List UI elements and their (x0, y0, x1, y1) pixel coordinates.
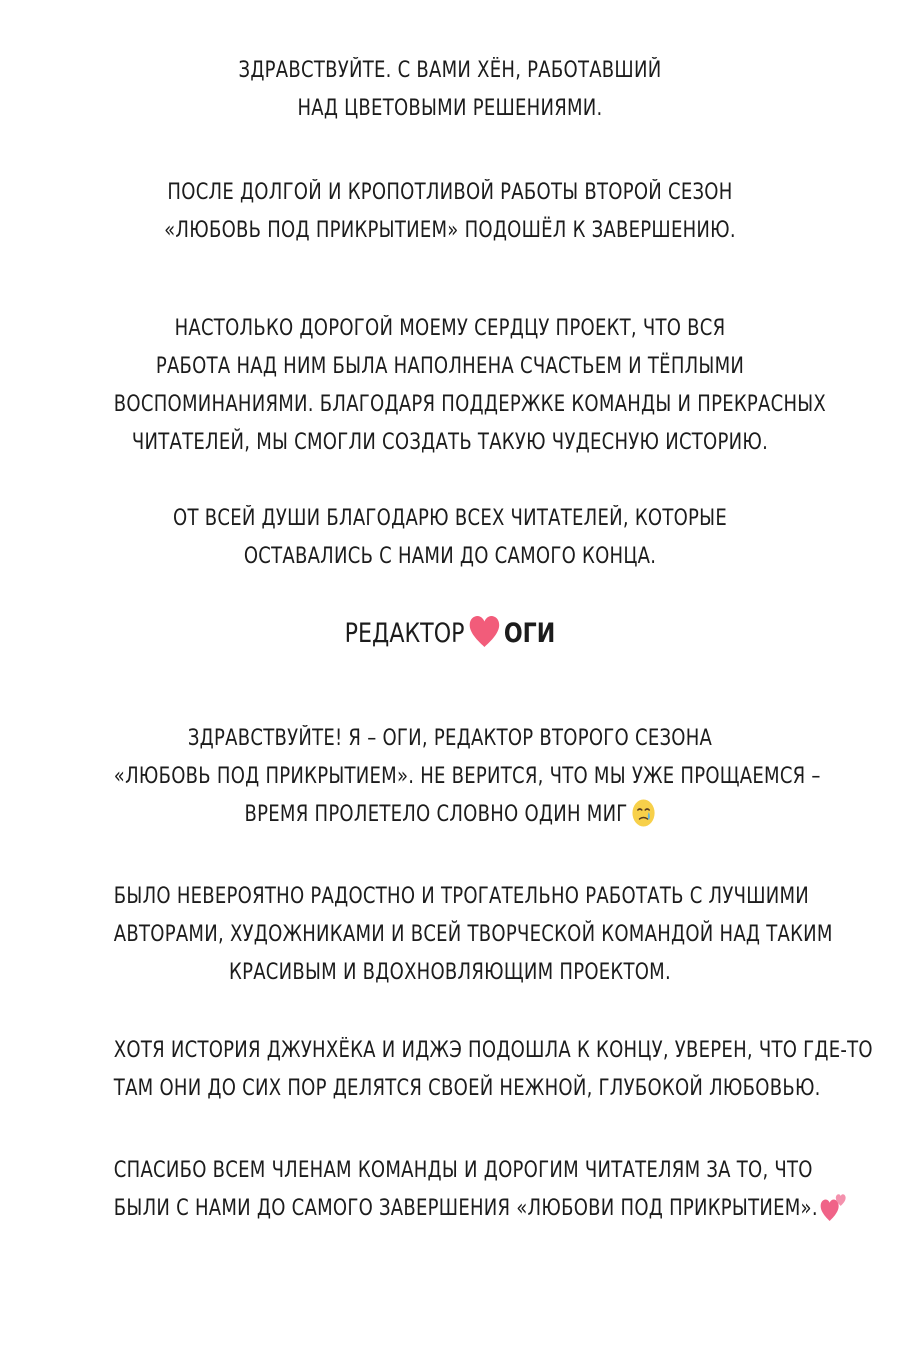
editor-role: РЕДАКТОР (344, 618, 465, 649)
text-line: ВОСПОМИНАНИЯМИ. БЛАГОДАРЯ ПОДДЕРЖКЕ КОМАНДЫ И ПРЕКРАСНЫХ (113, 392, 827, 417)
editor-name: ОГИ (503, 618, 556, 649)
text-line: ЧИТАТЕЛЕЙ, МЫ СМОГЛИ СОЗДАТЬ ТАКУЮ ЧУДЕСНУЮ ИСТОРИЮ. (131, 430, 769, 455)
editor-team-joy (113, 878, 833, 992)
text-line: НАСТОЛЬКО ДОРОГОЙ МОЕМУ СЕРДЦУ ПРОЕКТ, ЧТО ВСЯ (174, 316, 726, 341)
colorist-greeting (114, 52, 786, 128)
editor-thanks (113, 1152, 818, 1228)
colorist-memories (113, 310, 827, 462)
editor-story-end (113, 1032, 873, 1108)
text-line-with-emoji (114, 796, 786, 834)
text-line: АВТОРАМИ, ХУДОЖНИКАМИ И ВСЕЙ ТВОРЧЕСКОЙ КОМАНДОЙ НАД ТАКИМ (113, 922, 833, 947)
text-line: «ЛЮБОВЬ ПОД ПРИКРЫТИЕМ». НЕ ВЕРИТСЯ, ЧТО МЫ УЖЕ ПРОЩАЕМСЯ – (113, 764, 821, 789)
editor-heading (114, 614, 786, 654)
text-line: КРАСИВЫМ И ВДОХНОВЛЯЮЩИМ ПРОЕКТОМ. (229, 960, 671, 985)
crying-face-icon (631, 798, 656, 828)
text-line: ПОСЛЕ ДОЛГОЙ И КРОПОТЛИВОЙ РАБОТЫ ВТОРОЙ СЕЗОН (167, 180, 733, 205)
text-line: СПАСИБО ВСЕМ ЧЛЕНАМ КОМАНДЫ И ДОРОГИМ ЧИТАТЕЛЯМ ЗА ТО, ЧТО (113, 1158, 813, 1183)
text-line: ЗДРАВСТВУЙТЕ! Я – ОГИ, РЕДАКТОР ВТОРОГО СЕЗОНА (187, 726, 713, 751)
text-line-with-emoji (113, 1190, 818, 1228)
text: ВРЕМЯ ПРОЛЕТЕЛО СЛОВНО ОДИН МИГ (244, 802, 628, 827)
text-line: ОТ ВСЕЙ ДУШИ БЛАГОДАРЮ ВСЕХ ЧИТАТЕЛЕЙ, КОТОРЫЕ (173, 506, 727, 531)
editor-greeting (113, 720, 821, 834)
text-line: ЗДРАВСТВУЙТЕ. С ВАМИ ХЁН, РАБОТАВШИЙ (238, 58, 662, 83)
text-line: НАД ЦВЕТОВЫМИ РЕШЕНИЯМИ. (297, 96, 603, 121)
text-line: ХОТЯ ИСТОРИЯ ДЖУНХЁКА И ИДЖЭ ПОДОШЛА К КОНЦУ, УВЕРЕН, ЧТО ГДЕ-ТО (113, 1038, 873, 1063)
colorist-thanks (114, 500, 786, 576)
text: БЫЛИ С НАМИ ДО САМОГО ЗАВЕРШЕНИЯ «ЛЮБОВИ ПОД ПРИКРЫТИЕМ». (113, 1196, 818, 1221)
two-hearts-icon (819, 1191, 847, 1223)
colorist-season-end (114, 174, 786, 250)
text-line: РАБОТА НАД НИМ БЫЛА НАПОЛНЕНА СЧАСТЬЕМ И ТЁПЛЫМИ (155, 354, 745, 379)
text-line: ОСТАВАЛИСЬ С НАМИ ДО САМОГО КОНЦА. (243, 544, 657, 569)
text-line: ТАМ ОНИ ДО СИХ ПОР ДЕЛЯТСЯ СВОЕЙ НЕЖНОЙ, ГЛУБОКОЙ ЛЮБОВЬЮ. (113, 1076, 821, 1101)
heart-icon (468, 615, 501, 649)
text-line: «ЛЮБОВЬ ПОД ПРИКРЫТИЕМ» ПОДОШЁЛ К ЗАВЕРШЕНИЮ. (164, 218, 736, 243)
text-line: БЫЛО НЕВЕРОЯТНО РАДОСТНО И ТРОГАТЕЛЬНО РАБОТАТЬ С ЛУЧШИМИ (113, 884, 810, 909)
